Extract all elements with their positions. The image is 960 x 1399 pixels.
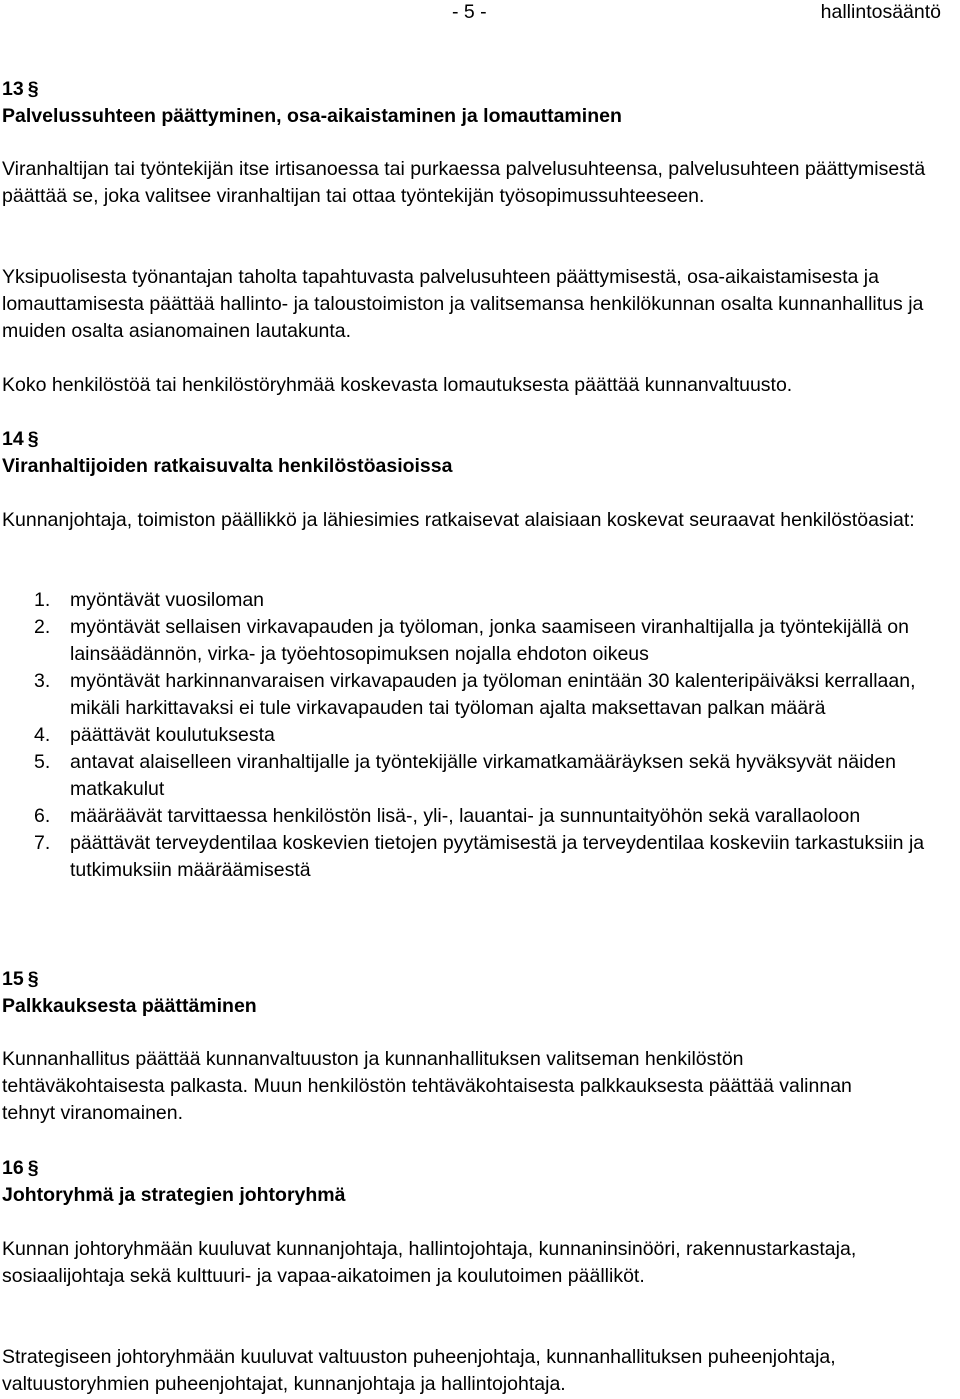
list-item (0, 830, 950, 884)
list-item-number: 6. (34, 805, 51, 827)
section-symbol: § (27, 428, 39, 450)
section-title: Palkkauksesta päättäminen (2, 995, 257, 1017)
list-item-number: 7. (34, 832, 51, 854)
list-item-text: myöntävät sellaisen virkavapauden ja työloman, jonka saamiseen viranhaltijalla ja työntekijällä on lainsäädännön, virka- ja työehtosopimuksen nojalla ehdoton oikeus (70, 616, 909, 665)
list-item-text: antavat alaiselleen viranhaltijalle ja työntekijälle virkamatkamääräyksen sekä hyväksyvät näiden matkakulut (70, 751, 896, 800)
section-13-paragraph-1: Viranhaltijan tai työntekijän itse irtisanoessa tai purkaessa palvelusuhteensa, palvelusuhteen päättymisestä päättää se, joka valitsee viranhaltijan tai ottaa työntekijän työsopimussuhteeseen. (2, 158, 926, 207)
list-item-text: myöntävät vuosiloman (70, 589, 265, 611)
list-item (0, 614, 950, 668)
list-item (0, 587, 950, 614)
section-number: 15 § (2, 966, 957, 993)
list-item-text: päättävät koulutuksesta (70, 724, 275, 746)
section-symbol: § (27, 1157, 39, 1179)
section-13-paragraph-3: Koko henkilöstöä tai henkilöstöryhmää koskevasta lomautuksesta päättää kunnanvaltuusto. (2, 374, 793, 396)
list-item-text: määräävät tarvittaessa henkilöstön lisä-, yli-, lauantai- ja sunnuntaityöhön sekä varallaoloon (70, 805, 861, 827)
section-16-paragraph-1: Kunnan johtoryhmään kuuluvat kunnanjohtaja, hallintojohtaja, kunnaninsinööri, rakennustarkastaja, sosiaalijohtaja sekä kulttuuri- ja vapaa-aikatoimen ja koulutoimen päälliköt. (2, 1238, 857, 1287)
section-14-intro: Kunnanjohtaja, toimiston päällikkö ja lähiesimies ratkaisevat alaisiaan koskevat seuraavat henkilöstöasiat: (2, 509, 915, 531)
list-item-number: 5. (34, 751, 51, 773)
list-item (0, 803, 950, 830)
list-item-number: 2. (34, 616, 51, 638)
section-16-paragraph-2: Strategiseen johtoryhmään kuuluvat valtuuston puheenjohtaja, kunnanhallituksen puheenjohtaja, valtuustoryhmien puheenjohtajat, kunnanjohtaja ja hallintojohtaja. (2, 1346, 836, 1395)
list-item-number: 1. (34, 589, 51, 611)
list-item-text: päättävät terveydentilaa koskevien tietojen pyytämisestä ja terveydentilaa koskeviin tarkastuksiin ja tutkimuksiin määräämisestä (70, 832, 925, 881)
section-number: 14 § (2, 426, 957, 453)
section-symbol: § (27, 968, 39, 990)
section-15-heading (2, 966, 957, 1020)
section-number: 16 § (2, 1155, 957, 1182)
section-16-heading (2, 1155, 957, 1209)
page-number: - 5 - (452, 1, 487, 23)
section-number: 13 § (2, 76, 957, 103)
list-item-text: myöntävät harkinnanvaraisen virkavapauden ja työloman enintään 30 kalenteripäiväksi kerrallaan, mikäli harkittavaksi ei tule virkavapauden tai työloman ajalta maksettavan palkan määrä (70, 670, 916, 719)
list-item (0, 722, 950, 749)
list-item (0, 749, 950, 803)
document-name: hallintosääntö (820, 1, 941, 23)
section-13-paragraph-2: Yksipuolisesta työnantajan taholta tapahtuvasta palvelusuhteen päättymisestä, osa-aikaistamisesta ja lomauttamisesta päättää hallinto- ja taloustoimiston ja valitsemansa henkilökunnan osalta kunnanhallitus ja muiden osalta asianomainen lautakunta. (2, 266, 924, 342)
section-15-paragraph-1: Kunnanhallitus päättää kunnanvaltuuston ja kunnanhallituksen valitseman henkilöstön tehtäväkohtaisesta palkasta. Muun henkilöstön tehtäväkohtaisesta palkkauksesta päättää valinnan tehnyt viranomainen. (2, 1048, 852, 1124)
list-item (0, 668, 950, 722)
section-14-heading (2, 426, 957, 480)
section-title: Viranhaltijoiden ratkaisuvalta henkilöstöasioissa (2, 455, 453, 477)
delegation-list (0, 587, 950, 884)
section-title: Palvelussuhteen päättyminen, osa-aikaistaminen ja lomauttaminen (2, 105, 622, 127)
list-item-number: 4. (34, 724, 51, 746)
list-item-number: 3. (34, 670, 51, 692)
section-symbol: § (27, 78, 39, 100)
section-13-heading (2, 76, 957, 130)
section-title: Johtoryhmä ja strategien johtoryhmä (2, 1184, 346, 1206)
